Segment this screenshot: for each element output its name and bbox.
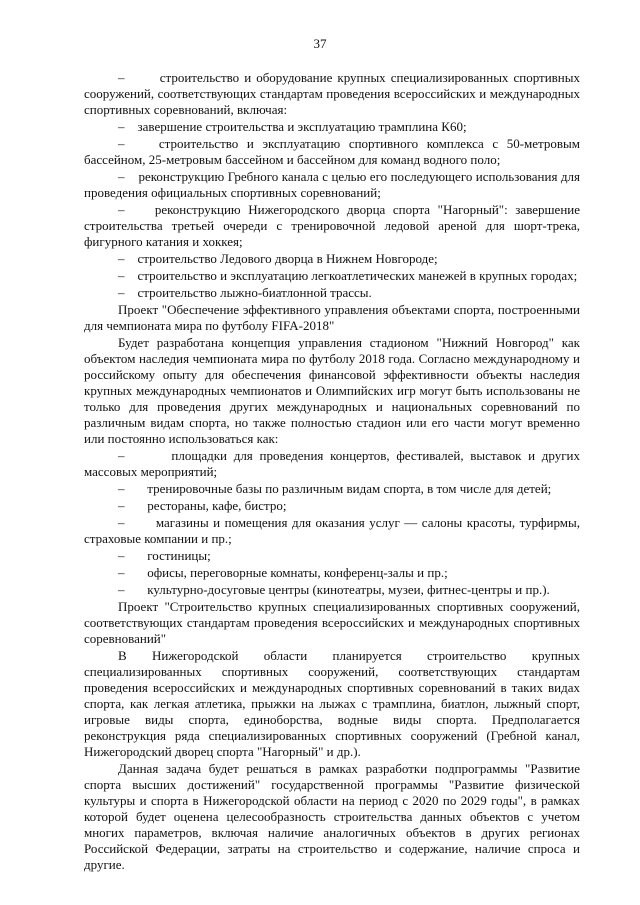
paragraph: – культурно-досуговые центры (кинотеатры, музеи, фитнес-центры и пр.). bbox=[118, 582, 550, 597]
paragraph: В Нижегородской области планируется строительство крупных специализированных спортивных сооружений, соответствующих стандартам проведения всероссийских и международных спортивных соревнований в таких видах спорта, как легкая атлетика, прыжки на лыжах с трамплина, биатлон, лыжный спорт, игровые виды спорта, единоборства, водные виды спорта. Предполагается реконструкция ряда специализированных спортивных сооружений (Гребной канал, Нижегородский дворец спорта "Нагорный" и др.). bbox=[84, 648, 580, 759]
paragraph: – гостиницы; bbox=[118, 548, 211, 563]
paragraph: Проект "Обеспечение эффективного управления объектами спорта, построенными для чемпионата мира по футболу FIFA-2018" bbox=[84, 302, 580, 333]
paragraph: – рестораны, кафе, бистро; bbox=[118, 498, 287, 513]
paragraph: Проект "Строительство крупных специализированных спортивных сооружений, соответствующих стандартам проведения всероссийских и международных спортивных соревнований" bbox=[84, 599, 580, 646]
paragraph: – строительство и эксплуатацию легкоатлетических манежей в крупных городах; bbox=[118, 268, 578, 283]
paragraph: – магазины и помещения для оказания услуг — салоны красоты, турфирмы, страховые компании и пр.; bbox=[84, 515, 580, 546]
paragraph: – строительство и эксплуатацию спортивного комплекса с 50-метровым бассейном, 25-метровым бассейном и бассейном для команд водного поло; bbox=[84, 136, 580, 167]
paragraph: – тренировочные базы по различным видам спорта, в том числе для детей; bbox=[118, 481, 552, 496]
paragraph: – строительство лыжно-биатлонной трассы. bbox=[118, 285, 372, 300]
paragraph: – строительство и оборудование крупных специализированных спортивных сооружений, соответствующих стандартам проведения всероссийских и международных спортивных соревнований, включая: bbox=[84, 70, 580, 117]
paragraph: – завершение строительства и эксплуатацию трамплина К60; bbox=[118, 119, 467, 134]
paragraph: Данная задача будет решаться в рамках разработки подпрограммы "Развитие спорта высших достижений" государственной программы "Развитие физической культуры и спорта в Нижегородской области на период с 2020 по 2029 годы", в рамках которой будет оценена целесообразность строительства данных объектов с учетом многих параметров, включая наличие аналогичных объектов в других регионах Российской Федерации, затраты на строительство и содержание, наличие спроса и другие. bbox=[84, 761, 580, 872]
body-text bbox=[84, 70, 580, 874]
paragraph: – реконструкцию Нижегородского дворца спорта "Нагорный": завершение строительства третьей очереди с тренировочной ледовой ареной для шорт-трека, фигурного катания и хоккея; bbox=[84, 202, 580, 249]
page-number: 37 bbox=[313, 36, 327, 51]
paragraph: – площадки для проведения концертов, фестивалей, выставок и других массовых мероприятий; bbox=[84, 448, 580, 479]
paragraph: – строительство Ледового дворца в Нижнем Новгороде; bbox=[118, 251, 438, 266]
paragraph: Будет разработана концепция управления стадионом "Нижний Новгород" как объектом наследия чемпионата мира по футболу 2018 года. Согласно международному и российскому опыту для обеспечения финансовой эффективности объекты наследия крупных международных чемпионатов и Олимпийских игр могут быть использованы не только для проведения других международных и национальных соревнований по различным видам спорта, но также полностью стадион или его части могут временно или постоянно использоваться как: bbox=[84, 335, 580, 446]
paragraph: – реконструкцию Гребного канала с целью его последующего использования для проведения официальных спортивных соревнований; bbox=[84, 169, 580, 200]
paragraph: – офисы, переговорные комнаты, конференц-залы и пр.; bbox=[118, 565, 448, 580]
